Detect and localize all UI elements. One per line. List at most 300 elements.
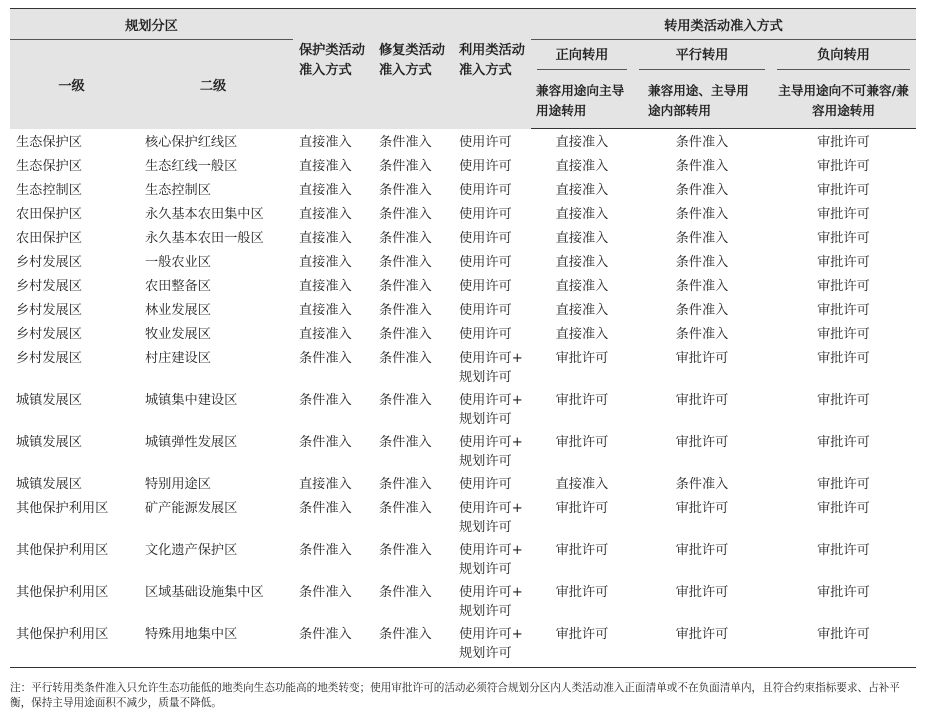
header-parallel [633,40,771,75]
cell-level2-text: 城镇弹性发展区 [145,435,238,450]
cell-protect [293,345,373,387]
cell-level1-text: 生态保护区 [16,134,82,150]
cell-level2-text: 区域基础设施集中区 [145,585,264,600]
cell-use-text: 使用许可+ [459,627,523,642]
table-row [10,429,916,471]
cell-level1 [10,387,133,429]
cell-negative [771,273,916,297]
cell-repair [373,321,453,345]
cell-repair [373,495,453,537]
cell-repair-text: 条件准入 [379,501,432,516]
cell-protect-text: 条件准入 [299,585,352,600]
cell-repair [373,273,453,297]
cell-positive-text: 直接准入 [555,279,609,294]
cell-protect [293,429,373,471]
cell-parallel [633,321,771,345]
cell-repair [373,345,453,387]
cell-level1-text: 生态保护区 [16,159,82,174]
table-row [10,273,916,297]
cell-negative [771,153,916,177]
cell-parallel [633,537,771,579]
table-footnote: 注：平行转用类条件准入只允许生态功能低的地类向生态功能高的地类转变；使用审批许可的活动必须符合规划分区内人类活动准入正面清单或不在负面清单内，且符合约束指标要求、占补平衡，保持主导用途面积不减少，质量不降低。 [10,682,900,709]
cell-use-text: 使用许可 [459,255,512,270]
table-row [10,579,916,621]
cell-parallel [633,129,771,154]
cell-protect [293,129,373,154]
table-row [10,225,916,249]
cell-positive-text: 直接准入 [555,207,609,222]
cell-repair-text: 条件准入 [379,183,432,198]
cell-level1-text: 农田保护区 [16,207,82,222]
cell-protect-text: 条件准入 [299,627,352,642]
table-row [10,249,916,273]
cell-positive-text: 直接准入 [555,231,609,246]
cell-positive-text: 直接准入 [555,255,609,270]
cell-protect-text: 直接准入 [299,327,352,342]
cell-parallel-text: 审批许可 [675,351,729,366]
cell-repair-text: 条件准入 [379,134,432,150]
cell-level1-text: 乡村发展区 [16,351,82,366]
cell-protect [293,273,373,297]
cell-level2 [133,129,293,154]
cell-use [453,273,531,297]
cell-level1-text: 乡村发展区 [16,255,82,270]
cell-level1-text: 其他保护利用区 [16,543,109,558]
cell-parallel-text: 审批许可 [675,393,729,408]
header-level1 [10,40,133,129]
cell-negative [771,321,916,345]
cell-protect-text: 直接准入 [299,183,352,198]
cell-use-text: 使用许可 [459,159,512,174]
cell-level2 [133,273,293,297]
cell-level2 [133,387,293,429]
cell-use-text: 使用许可 [459,207,512,222]
cell-negative [771,495,916,537]
cell-repair-text: 条件准入 [379,207,432,222]
cell-level1-text: 乡村发展区 [16,279,82,294]
cell-level1 [10,249,133,273]
header-negative-desc [771,74,916,129]
cell-protect [293,621,373,668]
cell-use-second-line: 规划许可 [459,520,512,535]
cell-parallel [633,297,771,321]
cell-level2-text: 永久基本农田集中区 [145,207,264,222]
cell-parallel-text: 审批许可 [675,435,729,450]
cell-level1-text: 乡村发展区 [16,327,82,342]
cell-negative [771,249,916,273]
cell-protect [293,471,373,495]
cell-positive-text: 审批许可 [555,435,609,450]
cell-negative [771,297,916,321]
header-positive [531,40,633,75]
cell-use-text: 使用许可 [459,327,512,342]
cell-repair-text: 条件准入 [379,351,432,366]
cell-positive [531,129,633,154]
cell-use [453,429,531,471]
cell-negative-text: 审批许可 [817,207,870,222]
cell-repair-text: 条件准入 [379,327,432,342]
cell-protect [293,153,373,177]
cell-use [453,153,531,177]
cell-repair [373,201,453,225]
header-use-label: 利用类活动准入方式 [459,43,525,78]
cell-level2-text: 特别用途区 [145,477,211,492]
cell-negative [771,129,916,154]
cell-use-text: 使用许可 [459,477,512,492]
header-convert-group-label: 转用类活动准入方式 [664,18,783,34]
cell-protect [293,249,373,273]
cell-positive [531,153,633,177]
cell-repair [373,153,453,177]
cell-repair [373,579,453,621]
cell-protect-text: 直接准入 [299,477,352,492]
table-row [10,387,916,429]
cell-level2-text: 农田整备区 [145,279,211,294]
cell-use [453,495,531,537]
cell-protect-text: 直接准入 [299,231,352,246]
cell-parallel-text: 条件准入 [675,279,729,294]
cell-level2-text: 林业发展区 [145,303,211,318]
cell-repair [373,297,453,321]
cell-positive [531,621,633,668]
cell-level1-text: 农田保护区 [16,231,82,246]
header-parallel-desc [633,74,771,129]
cell-protect-text: 直接准入 [299,255,352,270]
cell-positive [531,297,633,321]
cell-positive [531,471,633,495]
cell-level1-text: 其他保护利用区 [16,585,109,600]
cell-negative [771,621,916,668]
cell-protect [293,321,373,345]
cell-protect [293,537,373,579]
table-row [10,345,916,387]
cell-level2-text: 生态红线一般区 [145,159,238,174]
cell-repair [373,225,453,249]
header-protect-label: 保护类活动准入方式 [299,43,365,78]
cell-repair-text: 条件准入 [379,159,432,174]
cell-positive-text: 审批许可 [555,393,609,408]
cell-use [453,621,531,668]
cell-negative [771,201,916,225]
header-parallel-label: 平行转用 [675,48,729,63]
cell-negative-text: 审批许可 [817,501,870,516]
cell-positive-text: 审批许可 [555,585,609,600]
cell-negative-text: 审批许可 [817,135,870,150]
table-row [10,537,916,579]
cell-parallel-text: 审批许可 [675,585,729,600]
cell-use [453,225,531,249]
cell-negative-text: 审批许可 [817,585,870,600]
cell-parallel [633,225,771,249]
cell-level2 [133,153,293,177]
cell-use-text: 使用许可+ [459,501,523,516]
cell-positive [531,387,633,429]
cell-protect [293,297,373,321]
cell-parallel-text: 条件准入 [675,255,729,270]
cell-level2-text: 核心保护红线区 [145,134,238,150]
cell-use [453,537,531,579]
cell-level1-text: 其他保护利用区 [16,627,109,642]
cell-repair [373,249,453,273]
cell-negative [771,471,916,495]
cell-negative [771,345,916,387]
cell-level2 [133,297,293,321]
cell-repair-text: 条件准入 [379,303,432,318]
cell-parallel-text: 条件准入 [675,207,729,222]
cell-level2 [133,345,293,387]
header-parallel-underline [639,44,765,70]
cell-level2-text: 生态控制区 [145,183,211,198]
cell-level2 [133,225,293,249]
cell-repair-text: 条件准入 [379,255,432,270]
cell-level1 [10,297,133,321]
cell-protect [293,225,373,249]
cell-use-text: 使用许可+ [459,543,523,558]
table-body [10,129,916,668]
cell-level2 [133,201,293,225]
cell-level2 [133,249,293,273]
cell-parallel [633,201,771,225]
cell-negative-text: 审批许可 [817,255,870,270]
cell-negative-text: 审批许可 [817,231,870,246]
header-level1-label: 一级 [58,78,85,94]
header-parallel-desc-label: 兼容用途、主导用途内部转用 [648,83,749,118]
cell-use-second-line: 规划许可 [459,562,512,577]
cell-repair-text: 条件准入 [379,477,432,492]
cell-level2 [133,429,293,471]
cell-negative-text: 审批许可 [817,351,870,366]
cell-use [453,249,531,273]
cell-positive [531,495,633,537]
header-convert-group [531,9,916,40]
cell-repair-text: 条件准入 [379,393,432,408]
cell-level1-text: 其他保护利用区 [16,501,109,516]
cell-use [453,177,531,201]
cell-parallel [633,621,771,668]
cell-level1-text: 城镇发展区 [16,477,82,492]
cell-positive [531,537,633,579]
cell-repair-text: 条件准入 [379,279,432,294]
cell-repair [373,387,453,429]
cell-repair-text: 条件准入 [379,543,432,558]
cell-positive-text: 直接准入 [555,477,609,492]
table-row [10,177,916,201]
cell-parallel [633,177,771,201]
cell-positive-text: 审批许可 [555,627,609,642]
cell-negative [771,177,916,201]
cell-level1 [10,177,133,201]
cell-negative-text: 审批许可 [817,627,870,642]
cell-level2-text: 城镇集中建设区 [145,393,238,408]
cell-parallel-text: 条件准入 [675,303,729,318]
cell-parallel [633,273,771,297]
header-positive-underline [537,44,627,70]
cell-negative [771,225,916,249]
cell-level1 [10,621,133,668]
cell-repair [373,429,453,471]
cell-use-text: 使用许可 [459,303,512,318]
cell-repair [373,177,453,201]
header-repair [373,9,453,129]
zoning-access-table [10,8,916,668]
cell-parallel-text: 条件准入 [675,159,729,174]
cell-use-second-line: 规划许可 [459,454,512,469]
header-protect [293,9,373,129]
cell-level1-text: 城镇发展区 [16,435,82,450]
cell-positive-text: 直接准入 [555,327,609,342]
cell-use-text: 使用许可 [459,183,512,198]
cell-level2 [133,321,293,345]
cell-positive [531,579,633,621]
cell-level1 [10,273,133,297]
cell-level1-text: 生态控制区 [16,183,82,198]
cell-parallel-text: 条件准入 [675,477,729,492]
cell-protect [293,387,373,429]
cell-use-text: 使用许可 [459,279,512,294]
cell-protect-text: 条件准入 [299,435,352,450]
cell-use-text: 使用许可 [459,231,512,246]
cell-protect-text: 条件准入 [299,393,352,408]
cell-repair-text: 条件准入 [379,231,432,246]
cell-negative-text: 审批许可 [817,543,870,558]
header-zone-group [10,9,293,40]
cell-negative [771,429,916,471]
cell-negative-text: 审批许可 [817,327,870,342]
cell-positive [531,249,633,273]
cell-level2-text: 特殊用地集中区 [145,627,238,642]
cell-use [453,297,531,321]
cell-positive [531,429,633,471]
cell-level1 [10,321,133,345]
cell-use-text: 使用许可+ [459,585,523,600]
cell-protect [293,201,373,225]
cell-use [453,201,531,225]
cell-level2-text: 牧业发展区 [145,327,211,342]
cell-repair [373,471,453,495]
cell-negative [771,387,916,429]
header-negative-label: 负向转用 [817,48,870,63]
header-positive-label: 正向转用 [555,48,609,63]
cell-negative-text: 审批许可 [817,303,870,318]
cell-use-text: 使用许可+ [459,435,523,450]
cell-parallel-text: 审批许可 [675,501,729,516]
table-row [10,201,916,225]
cell-use-second-line: 规划许可 [459,412,512,427]
cell-repair [373,621,453,668]
cell-parallel [633,345,771,387]
cell-level2-text: 一般农业区 [145,255,211,270]
cell-positive-text: 直接准入 [555,303,609,318]
cell-level2 [133,471,293,495]
header-use [453,9,531,129]
cell-positive [531,273,633,297]
cell-use [453,345,531,387]
cell-positive [531,321,633,345]
header-zone-group-label: 规划分区 [125,18,178,34]
cell-repair-text: 条件准入 [379,435,432,450]
cell-protect-text: 直接准入 [299,159,352,174]
cell-positive-text: 直接准入 [555,183,609,198]
header-negative-underline [777,44,910,70]
cell-use [453,471,531,495]
cell-level1 [10,153,133,177]
cell-level1 [10,495,133,537]
cell-level2 [133,495,293,537]
cell-parallel [633,249,771,273]
cell-parallel [633,579,771,621]
cell-protect-text: 直接准入 [299,207,352,222]
cell-repair [373,129,453,154]
cell-parallel-text: 条件准入 [675,231,729,246]
cell-use [453,579,531,621]
cell-level2-text: 永久基本农田一般区 [145,231,264,246]
cell-negative-text: 审批许可 [817,393,870,408]
table-row [10,297,916,321]
cell-positive-text: 审批许可 [555,543,609,558]
table-row [10,495,916,537]
header-positive-desc [531,74,633,129]
cell-use-second-line: 规划许可 [459,370,512,385]
cell-parallel [633,387,771,429]
header-negative-desc-label: 主导用途向不可兼容/兼容用途转用 [778,83,909,118]
table-row [10,471,916,495]
cell-use-text: 使用许可+ [459,351,523,366]
cell-level2 [133,537,293,579]
cell-level1-text: 乡村发展区 [16,303,82,318]
table-row [10,153,916,177]
cell-positive-text: 审批许可 [555,501,609,516]
header-level2 [133,40,293,129]
cell-repair-text: 条件准入 [379,585,432,600]
cell-level2-text: 文化遗产保护区 [145,543,238,558]
cell-level1 [10,579,133,621]
cell-protect [293,177,373,201]
zoning-access-table-container [10,8,916,668]
cell-negative-text: 审批许可 [817,159,870,174]
cell-protect-text: 条件准入 [299,351,352,366]
cell-protect-text: 直接准入 [299,303,352,318]
cell-level1 [10,537,133,579]
cell-use [453,129,531,154]
cell-negative-text: 审批许可 [817,183,870,198]
header-positive-desc-label: 兼容用途向主导用途转用 [536,83,625,118]
cell-protect [293,495,373,537]
cell-use-second-line: 规划许可 [459,646,512,661]
cell-level1 [10,201,133,225]
cell-parallel [633,471,771,495]
header-negative [771,40,916,75]
cell-negative-text: 审批许可 [817,477,870,492]
cell-repair-text: 条件准入 [379,627,432,642]
table-header [10,9,916,129]
cell-protect-text: 条件准入 [299,543,352,558]
cell-level2 [133,621,293,668]
cell-positive-text: 直接准入 [555,135,609,150]
cell-protect-text: 直接准入 [299,134,352,150]
cell-parallel-text: 审批许可 [675,543,729,558]
cell-level1 [10,345,133,387]
cell-use-text: 使用许可 [459,134,512,150]
cell-protect-text: 条件准入 [299,501,352,516]
cell-parallel-text: 条件准入 [675,135,729,150]
cell-level1 [10,225,133,249]
cell-use [453,321,531,345]
cell-level1 [10,429,133,471]
cell-parallel [633,153,771,177]
cell-parallel [633,495,771,537]
cell-level2-text: 矿产能源发展区 [145,501,238,516]
cell-positive-text: 审批许可 [555,351,609,366]
